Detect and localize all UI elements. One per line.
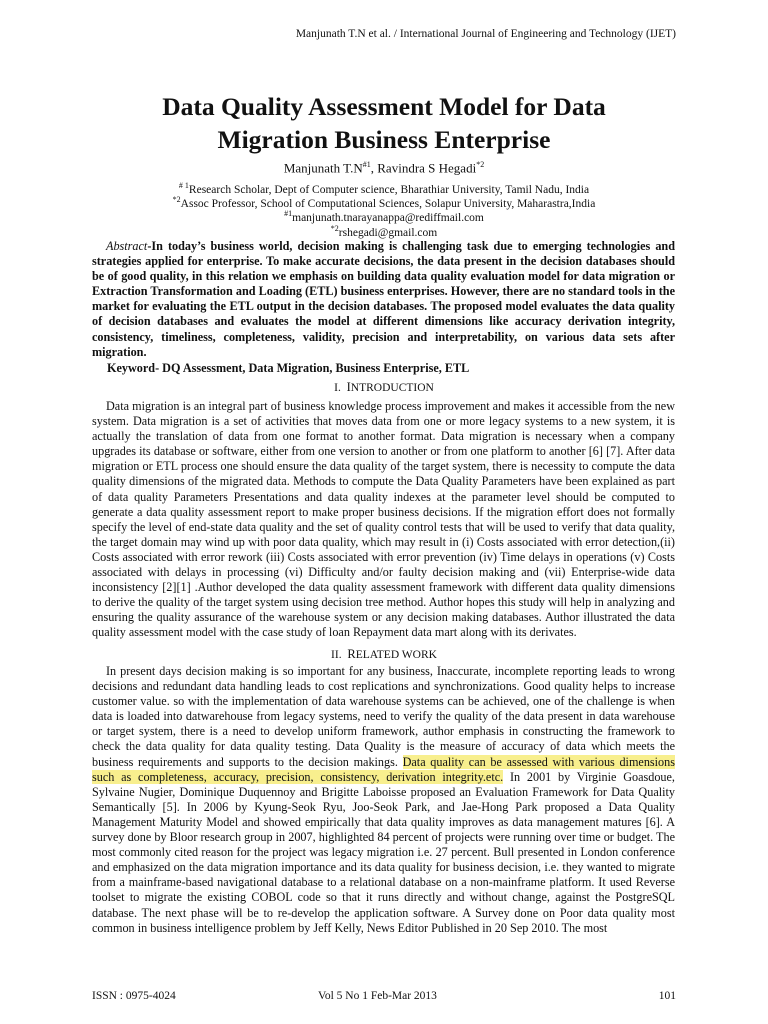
footer-issn: ISSN : 0975-4024 bbox=[92, 990, 176, 1002]
author-1-name: Manjunath T.N bbox=[283, 160, 363, 176]
related-work-paragraph bbox=[92, 664, 675, 936]
paper-title bbox=[60, 90, 708, 156]
email-1-text: manjunath.tnarayanappa@rediffmail.com bbox=[292, 211, 484, 224]
section-1-number: I. bbox=[334, 382, 341, 394]
email-2-text: rshegadi@gmail.com bbox=[338, 226, 438, 239]
author-2-name: Ravindra S Hegadi bbox=[377, 160, 477, 176]
section-1-initial: I bbox=[346, 380, 351, 394]
related-work-text-1: In present days decision making is so important for any business, Inaccurate, incomplete reporting leads to wrong decisions and redundant data handling leads to cost replications and synchronizations. Good quality helps to increase customer value. so with the implementation of data warehouse systems can be achieved, one of the challenge is when data is loaded into datwarehouse from legacy systems, need to verify the quality of the data present in data warehouse or target system, there is a need to develop uniform framework, author emphasis in constructing the framework to check the data quality for data quality testing. Data Quality is the measure of accuracy of data which meets the business requirements and supports to the decision makings. bbox=[92, 664, 675, 769]
keywords: Keyword- DQ Assessment, Data Migration, Business Enterprise, ETL bbox=[107, 361, 470, 375]
author-list bbox=[60, 160, 708, 176]
introduction-text: Data migration is an integral part of business knowledge process improvement and makes it accessible from the new system. Data migration is a set of activities that moves data from one or more legacy systems to a new system, it is actually the translation of data from one format to another format. Data migration is necessary when a company upgrades its database or software, either from one version to another or from one platform to another [6] [7]. After data migration or ETL process one should ensure the data quality of the target system, there is necessity to compute the data quality dimensions of the migrated data. Methods to compute the Data Quality Parameters have been explained as part of data quality Parameters Presentations and data quality indexes at the parameter level should be computed to generate a data quality assessment report to make proper business decisions. If the migration effort does not formally specify the level of end-state data quality and the set of quality control tests that will be used to verify that data quality, the target domain may wind up with poor data quality, which may result in (i) Costs associated with error detection,(ii) Costs associated with error rework (iii) Costs associated with error prevention (iv) Time delays in operations (v) Costs associated with delays in processing (vi) Difficulty and/or faulty decision making and (vii) Enterprise-wide data inconsistency [2][1] .Author developed the data quality assessment framework with different data quality dimensions to derive the quality of the target system using decision tree method. Author hopes this study will help in analyzing and ensuring the quality assurance of the warehouse system or any decision making databases. Author illustrated the data quality assessment model with the case study of loan Repayment data mart along with its derivates. bbox=[92, 399, 675, 640]
title-line-1: Data Quality Assessment Model for Data bbox=[162, 92, 606, 121]
affiliation-2-sup: *2 bbox=[172, 195, 181, 204]
section-heading-introduction bbox=[60, 380, 708, 395]
footer-volume: Vol 5 No 1 Feb-Mar 2013 bbox=[318, 990, 437, 1002]
introduction-paragraph bbox=[92, 399, 675, 641]
section-heading-related-work bbox=[60, 647, 708, 662]
highlighted-text: Data quality can be assessed with various dimensions such as completeness, accuracy, precision, consistency, derivation integrity.etc. bbox=[92, 754, 675, 784]
abstract-label: Abstract bbox=[106, 239, 148, 253]
abstract bbox=[92, 239, 675, 360]
email-1-sup: #1 bbox=[284, 209, 293, 218]
author-2-sup: *2 bbox=[476, 160, 485, 169]
section-2-title-rest: ELATED WORK bbox=[355, 649, 437, 661]
affiliation-2-text: Assoc Professor, School of Computational Sciences, Solapur University, Maharastra,India bbox=[180, 197, 596, 210]
section-1-title-rest: NTRODUCTION bbox=[350, 382, 434, 394]
abstract-text: -In today’s business world, decision making is challenging task due to emerging technologies and strategies applied for enterprise. To make accurate decisions, the data present in the decision databases should be of good quality, in this relation we emphasis on building data quality evaluation model for data migration or Extraction Transformation and Loading (ETL) business enterprises. However, there are no standard tools in the market for evaluating the ETL output in the decision databases. The proposed model evaluates the data quality of decision databases and evaluates the model at different dimensions like accuracy derivation integrity, consistency, timeliness, completeness, validity, precision and interpretability, on various data sets after migration. bbox=[92, 239, 675, 359]
author-separator: , bbox=[370, 160, 378, 176]
running-head: Manjunath T.N et al. / International Journal of Engineering and Technology (IJET) bbox=[295, 28, 676, 40]
related-work-text-2: In 2001 by Virginie Goasdoue, Sylvaine Nugier, Dominique Duquennoy and Brigitte Laboisse proposed an Evaluation Framework for Data Quality Semantically [5]. In 2006 by Kyung-Seok Ryu, Joo-Seok Park, and Jae-Hong Park proposed a Data Quality Management Maturity Model and showed empirically that data quality improves as data management matures [6]. A survey done by Bloor research group in 2007, highlighted 84 percent of projects were running over time or budget. The most commonly cited reason for the project was legacy migration i.e. 27 percent. Bull presented in London conference and emphasized on the data migration importance and its data quality for business decision, i.e. they wanted to migrate from a mainframe-based navigational database to a relational database on a non-mainframe platform. It used Reverse toolset to migrate the existing COBOL code so that it runs directly and without change, against the PostgreSQL database. The next phase will be to re-develop the application software. A Survey done on Poor data quality most common in business intelligence problem by Jeff Kelly, News Editor Published in 20 Sep 2010. The most bbox=[92, 769, 675, 935]
section-2-initial: R bbox=[347, 647, 356, 661]
section-2-number: II. bbox=[331, 649, 342, 661]
affiliation-1-sup: # 1 bbox=[178, 181, 189, 190]
title-line-2: Migration Business Enterprise bbox=[217, 125, 551, 155]
affiliation-1-text: Research Scholar, Dept of Computer science, Bharathiar University, Tamil Nadu, India bbox=[188, 183, 590, 196]
email-2-sup: *2 bbox=[330, 224, 339, 233]
footer-page-number: 101 bbox=[658, 990, 676, 1002]
author-1-sup: #1 bbox=[362, 160, 371, 169]
